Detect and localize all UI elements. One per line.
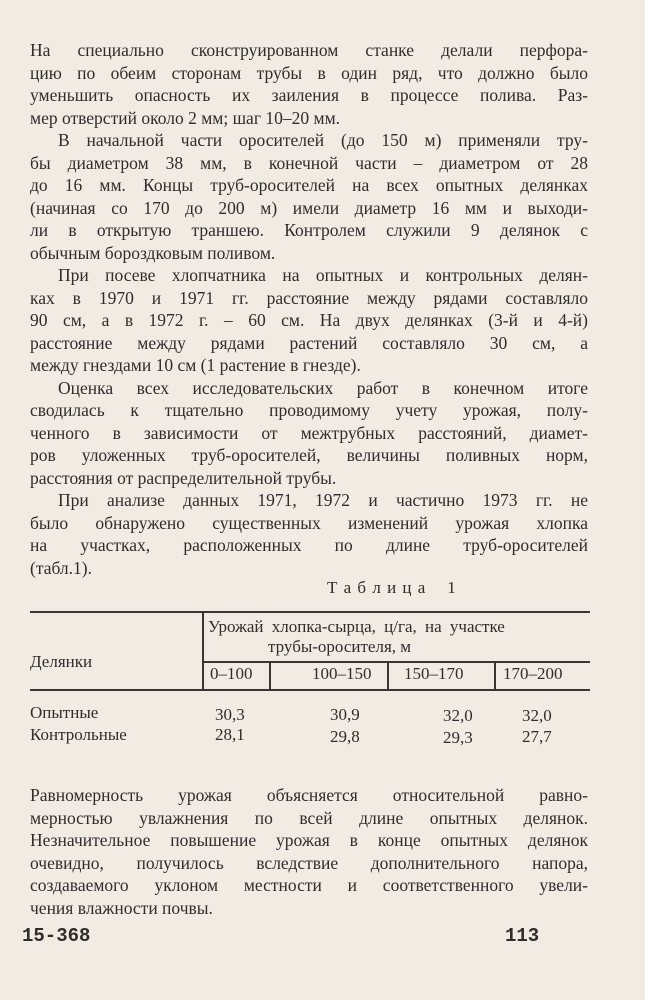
table-column-header: 100–150 [312,664,372,683]
text-line: на участках, расположенных по длине труб-оросителей [30,535,588,555]
table-cell: 28,1 [215,725,245,744]
text-line: мерностью увлажнения по всей длине опытных делянок. [30,807,588,828]
table-caption: Т а б л и ц а 1 [327,578,457,597]
table-row-label: Контрольные [30,725,127,744]
table-row-header: Делянки [30,652,93,671]
table-cell: 30,9 [330,705,360,724]
table-col-divider [387,661,389,691]
text-line: сводилась к тщательно проводимому учету урожая, полу- [30,400,588,420]
table-cell: 32,0 [443,706,473,725]
text-line: При посеве хлопчатника на опытных и контрольных делян- [58,265,588,285]
signature-mark: 15-368 [22,925,91,947]
table-cell: 27,7 [522,727,552,746]
table-column-header: 170–200 [503,664,563,683]
text-line: ли в открытую траншею. Контролем служили 9 делянок с [30,220,588,240]
text-line: расстояния от распределительной трубы. [30,467,337,488]
text-line: ках в 1970 и 1971 гг. расстояние между рядами составляло [30,287,588,308]
text-line: уменьшить опасность их заиления в процессе полива. Раз- [30,85,588,105]
table-subheader-rule [202,661,590,663]
text-line: мер отверстий около 2 мм; шаг 10–20 мм. [30,107,341,128]
text-line: между гнездами 10 см (1 растение в гнезде). [30,355,361,375]
page-number: 113 [505,925,540,947]
table-cell: 29,3 [443,728,473,747]
text-line: создаваемого уклоном местности и соответственного увели- [30,875,588,895]
table-group-header-1: Урожай хлопка-сырца, ц/га, на участке [208,617,505,636]
text-line: 90 см, а в 1972 г. – 60 см. На двух делянках (3-й и 4-й) [30,310,588,330]
table-cell: 32,0 [522,706,552,725]
table-cell: 30,3 [215,705,245,724]
table-top-rule [30,611,590,613]
text-line: Незначительное повышение урожая в конце опытных делянок [30,830,588,850]
text-line: ченного в зависимости от межтрубных расстояний, диамет- [30,422,588,443]
text-line: (табл.1). [30,557,92,578]
text-line: до 16 мм. Концы труб-оросителей на всех опытных делянках [30,175,588,195]
text-line: Равномерность урожая объясняется относительной равно- [30,785,588,805]
table-col-divider [494,661,496,691]
text-line: чения влажности почвы. [30,897,213,918]
table-group-header-2: трубы-оросителя, м [268,637,412,656]
text-line: (начиная со 170 до 200 м) имели диаметр 16 мм и выходи- [30,197,588,218]
text-line: бы диаметром 38 мм, в конечной части – диаметром от 28 [30,152,588,173]
text-line: цию по обеим сторонам трубы в один ряд, что должно было [30,62,588,83]
table-header-divider [202,611,204,691]
text-line: было обнаружено существенных изменений урожая хлопка [30,512,588,533]
table-column-header: 0–100 [210,664,253,683]
text-line: На специально сконструированном станке делали перфора- [30,40,588,60]
table-row-label: Опытные [30,703,99,722]
text-line: очевидно, получилось вследствие дополнительного напора, [30,852,588,873]
table-header-bottom-rule [30,689,590,691]
table-cell: 29,8 [330,727,360,746]
text-line: ров уложенных труб-оросителей, величины поливных норм, [30,445,588,465]
text-line: В начальной части оросителей (до 150 м) применяли тру- [58,130,588,150]
text-line: обычным бороздковым поливом. [30,242,276,263]
table-col-divider [269,661,271,691]
text-line: При анализе данных 1971, 1972 и частично 1973 гг. не [58,490,588,510]
text-line: расстояние между рядами растений составляло 30 см, а [30,332,588,353]
text-line: Оценка всех исследовательских работ в конечном итоге [58,377,588,398]
table-column-header: 150–170 [404,664,464,683]
